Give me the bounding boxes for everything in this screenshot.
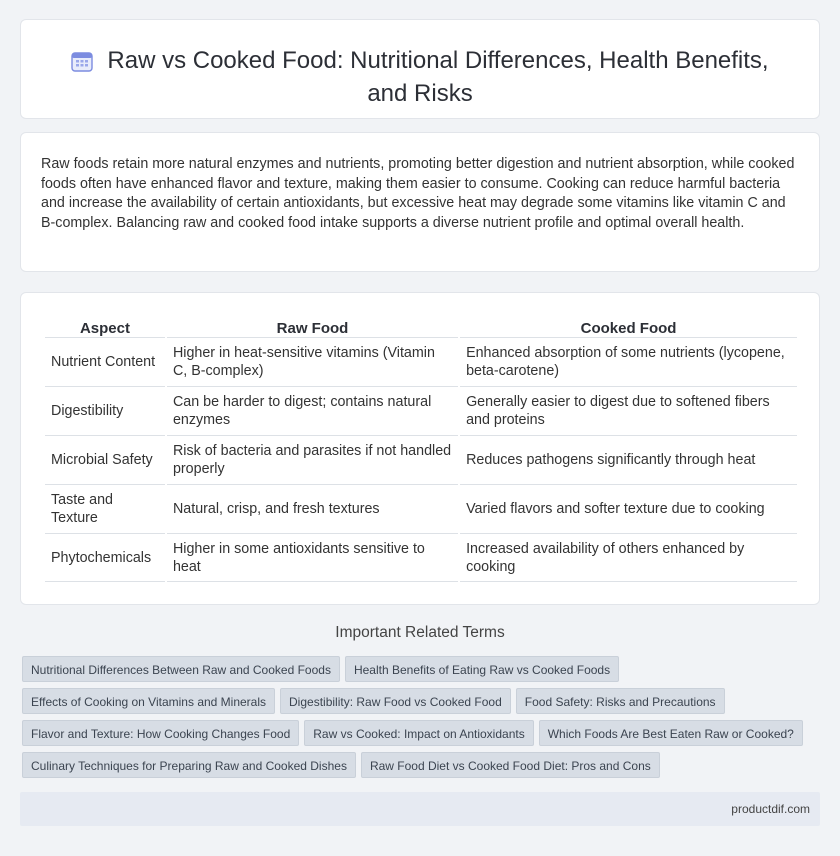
row-cooked: Generally easier to digest due to softened fibers and proteins bbox=[460, 386, 797, 435]
row-raw: Higher in heat-sensitive vitamins (Vitamin C, B-complex) bbox=[167, 337, 458, 386]
row-aspect: Nutrient Content bbox=[45, 337, 165, 386]
related-term-tag[interactable]: Nutritional Differences Between Raw and Cooked Foods bbox=[22, 656, 340, 682]
intro-text: Raw foods retain more natural enzymes and nutrients, promoting better digestion and nutrient absorption, while cooked foods often have enhanced flavor and texture, making them easier to consume. Cooking can reduce harmful bacteria and increase the availability of certain antioxidants, but excessive heat may degrade some vitamins like vitamin C and B-complex. Balancing raw and cooked food intake supports a diverse nutrient profile and optimal overall health. bbox=[41, 156, 795, 231]
related-term-tag[interactable]: Raw vs Cooked: Impact on Antioxidants bbox=[304, 720, 533, 746]
footer bbox=[20, 792, 820, 826]
related-term-tag[interactable]: Food Safety: Risks and Precautions bbox=[516, 688, 725, 714]
related-term-tag[interactable]: Digestibility: Raw Food vs Cooked Food bbox=[280, 688, 511, 714]
row-raw: Can be harder to digest; contains natural enzymes bbox=[167, 386, 458, 435]
related-term-tag[interactable]: Raw Food Diet vs Cooked Food Diet: Pros and Cons bbox=[361, 752, 660, 778]
related-term-tag[interactable]: Flavor and Texture: How Cooking Changes Food bbox=[22, 720, 299, 746]
table-row bbox=[45, 435, 797, 484]
related-term-tag[interactable]: Which Foods Are Best Eaten Raw or Cooked? bbox=[539, 720, 803, 746]
header-card bbox=[20, 19, 820, 119]
page-title-wrap bbox=[21, 20, 819, 108]
row-aspect: Microbial Safety bbox=[45, 435, 165, 484]
comparison-table bbox=[43, 315, 799, 582]
row-aspect: Digestibility bbox=[45, 386, 165, 435]
related-term-tag[interactable]: Culinary Techniques for Preparing Raw and Cooked Dishes bbox=[22, 752, 356, 778]
row-raw: Natural, crisp, and fresh textures bbox=[167, 484, 458, 533]
comparison-table-card bbox=[20, 292, 820, 605]
table-row bbox=[45, 386, 797, 435]
row-raw: Risk of bacteria and parasites if not handled properly bbox=[167, 435, 458, 484]
related-terms-title: Important Related Terms bbox=[335, 624, 505, 641]
header-raw-food: Raw Food bbox=[276, 320, 349, 337]
page-title: Raw vs Cooked Food: Nutritional Differences, Health Benefits, and Risks bbox=[107, 47, 769, 107]
row-cooked: Varied flavors and softer texture due to cooking bbox=[460, 484, 797, 533]
header-aspect: Aspect bbox=[79, 320, 130, 337]
header-cooked-food: Cooked Food bbox=[580, 320, 677, 337]
related-term-tag[interactable]: Effects of Cooking on Vitamins and Minerals bbox=[22, 688, 275, 714]
row-cooked: Enhanced absorption of some nutrients (lycopene, beta-carotene) bbox=[460, 337, 797, 386]
table-header-row bbox=[45, 315, 797, 337]
row-aspect: Taste and Texture bbox=[45, 484, 165, 533]
row-aspect: Phytochemicals bbox=[45, 533, 165, 582]
row-raw: Higher in some antioxidants sensitive to heat bbox=[167, 533, 458, 582]
table-row bbox=[45, 533, 797, 582]
calendar-icon bbox=[71, 50, 93, 79]
intro-card bbox=[20, 132, 820, 272]
row-cooked: Increased availability of others enhanced by cooking bbox=[460, 533, 797, 582]
table-row bbox=[45, 484, 797, 533]
footer-site-link[interactable]: productdif.com bbox=[731, 802, 810, 816]
related-terms-list bbox=[22, 656, 822, 784]
row-cooked: Reduces pathogens significantly through heat bbox=[460, 435, 797, 484]
table-row bbox=[45, 337, 797, 386]
related-term-tag[interactable]: Health Benefits of Eating Raw vs Cooked Foods bbox=[345, 656, 619, 682]
